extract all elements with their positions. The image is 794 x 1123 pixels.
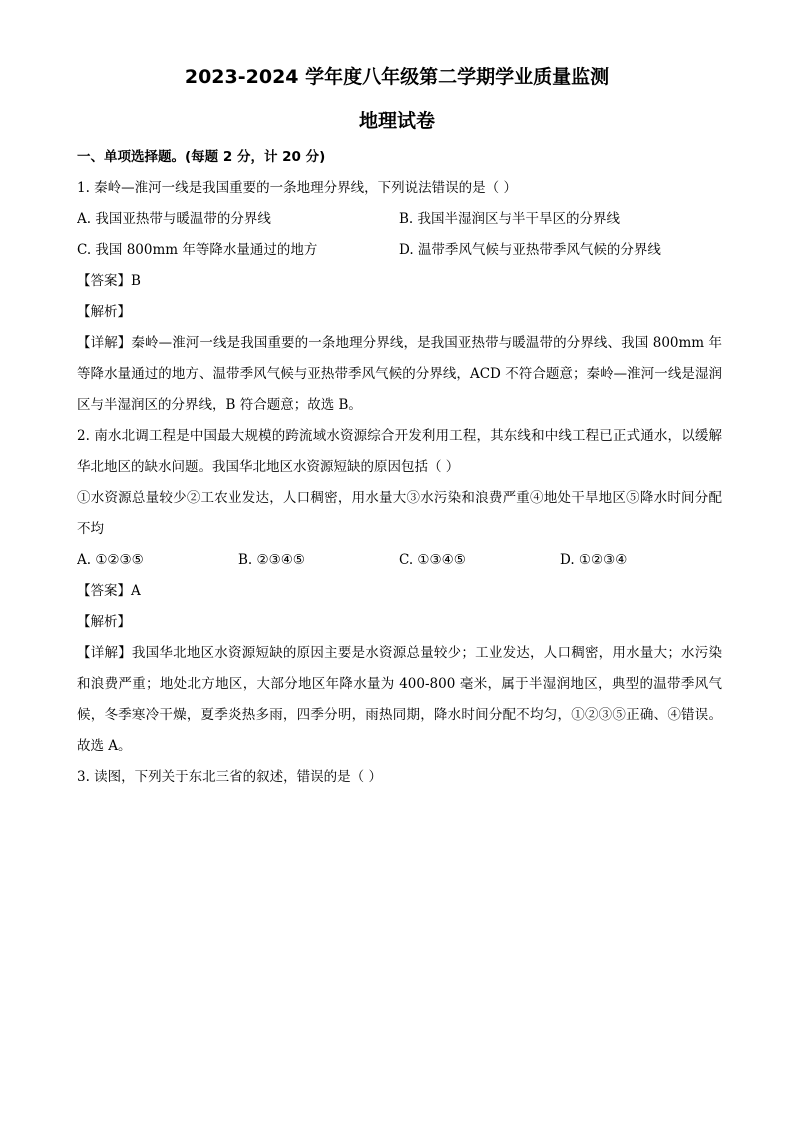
exam-subtitle: 地理试卷 bbox=[358, 110, 435, 132]
question-2-option-d: D. ①②③④ bbox=[560, 552, 628, 568]
question-2-detail: 【详解】我国华北地区水资源短缺的原因主要是水资源总量较少；工业发达，人口稠密，用水量大；水污染和浪费严重；地处北方地区，大部分地区年降水量为 400-800 毫米，属于半湿润地区，典型的温带季风气候，冬季寒冷干燥，夏季炎热多雨，四季分明，雨热同期，降水时间分配不均匀，①②③⑤正确、④错误。故选 A。 bbox=[77, 645, 722, 754]
document-content bbox=[77, 142, 722, 793]
question-2-statements: ①水资源总量较少②工农业发达，人口稠密，用水量大③水污染和浪费严重④地处干旱地区⑤降水时间分配不均 bbox=[77, 490, 722, 537]
question-2-option-a: A. ①②③⑤ bbox=[77, 552, 144, 568]
question-1-option-c: C. 我国 800mm 年等降水量通过的地方 bbox=[77, 242, 318, 258]
question-1-option-d: D. 温带季风气候与亚热带季风气候的分界线 bbox=[399, 242, 661, 258]
question-1-options-row-2 bbox=[77, 235, 722, 266]
question-2-option-c: C. ①③④⑤ bbox=[399, 552, 466, 568]
question-2-option-b: B. ②③④⑤ bbox=[238, 552, 305, 568]
question-1-option-b: B. 我国半湿润区与半干旱区的分界线 bbox=[399, 211, 621, 227]
question-3-stem: 3. 读图，下列关于东北三省的叙述，错误的是（ ） bbox=[77, 769, 382, 785]
question-2-answer: 【答案】A bbox=[77, 583, 141, 599]
question-1-analysis-label: 【解析】 bbox=[77, 304, 131, 320]
section-heading: 一、单项选择题。(每题 2 分，计 20 分) bbox=[77, 149, 326, 165]
question-1-detail: 【详解】秦岭—淮河一线是我国重要的一条地理分界线，是我国亚热带与暖温带的分界线、我国 800mm 年等降水量通过的地方、温带季风气候与亚热带季风气候的分界线，ACD 不符合题意；秦岭—淮河一线是湿润区与半湿润区的分界线，B 符合题意；故选 B。 bbox=[77, 335, 722, 413]
question-1-options-row-1 bbox=[77, 204, 722, 235]
question-1-stem: 1. 秦岭—淮河一线是我国重要的一条地理分界线，下列说法错误的是（ ） bbox=[77, 180, 517, 196]
question-1-answer: 【答案】B bbox=[77, 273, 141, 289]
question-2-options-row bbox=[77, 545, 722, 576]
question-2-stem: 2. 南水北调工程是中国最大规模的跨流域水资源综合开发利用工程，其东线和中线工程已正式通水，以缓解华北地区的缺水问题。我国华北地区水资源短缺的原因包括（ ） bbox=[77, 428, 722, 475]
question-1-option-a: A. 我国亚热带与暖温带的分界线 bbox=[77, 211, 271, 227]
question-2-analysis-label: 【解析】 bbox=[77, 614, 131, 630]
exam-title: 2023-2024 学年度八年级第二学期学业质量监测 bbox=[184, 66, 610, 88]
